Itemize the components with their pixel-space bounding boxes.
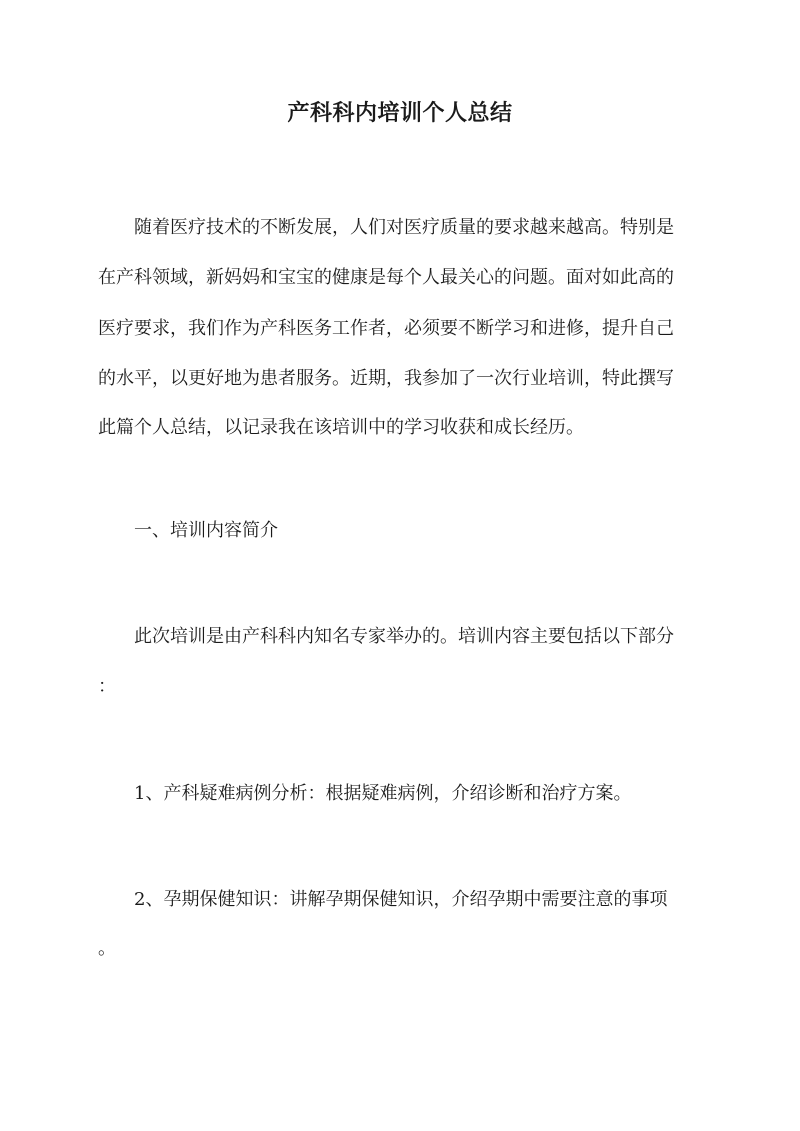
intro-line-1: 随着医疗技术的不断发展，人们对医疗质量的要求越来越高。特别是 — [134, 217, 674, 238]
intro-line-4: 的水平，以更好地为患者服务。近期，我参加了一次行业培训，特此撰写 — [98, 368, 674, 389]
intro-line-5: 此篇个人总结，以记录我在该培训中的学习收获和成长经历。 — [98, 417, 584, 438]
list-item-2-line-2: 。 — [98, 938, 116, 959]
document-title: 产科科内培训个人总结 — [287, 100, 513, 126]
intro-line-2: 在产科领域，新妈妈和宝宝的健康是每个人最关心的问题。面对如此高的 — [98, 267, 674, 288]
intro-line-3: 医疗要求，我们作为产科医务工作者，必须要不断学习和进修，提升自己 — [98, 318, 674, 339]
section1-heading: 一、培训内容简介 — [134, 520, 278, 541]
list-item-1: 1、产科疑难病例分析：根据疑难病例，介绍诊断和治疗方案。 — [134, 783, 632, 804]
section1-para-line-2: ： — [98, 676, 116, 697]
section1-para-line-1: 此次培训是由产科科内知名专家举办的。培训内容主要包括以下部分 — [134, 626, 674, 647]
list-item-2-line-1: 2、孕期保健知识：讲解孕期保健知识，介绍孕期中需要注意的事项 — [134, 889, 668, 910]
